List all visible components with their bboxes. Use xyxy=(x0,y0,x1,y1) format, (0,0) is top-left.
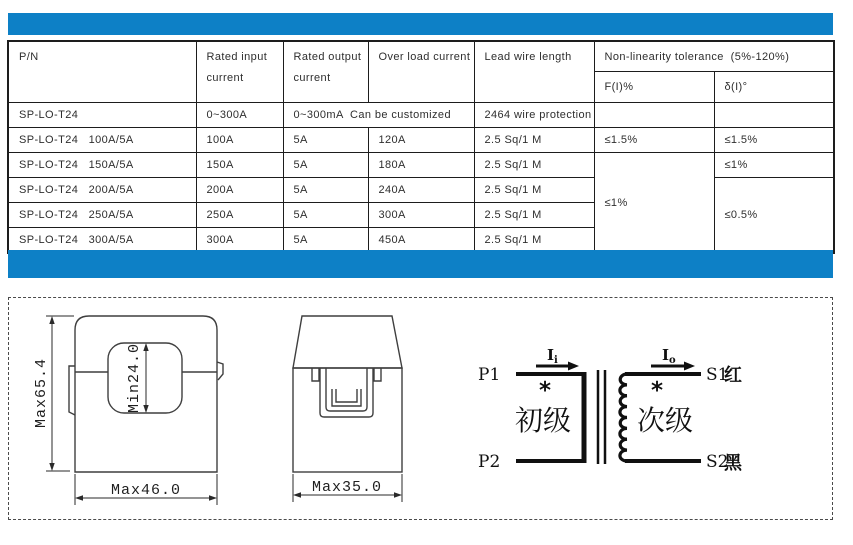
height-dim-lines xyxy=(46,316,74,471)
s2-wire-color-label: 黑 xyxy=(724,453,742,474)
technical-drawings xyxy=(8,297,832,519)
cell-pn: SP-LO-T24 250A/5A xyxy=(8,203,196,228)
cell-input: 150A xyxy=(196,153,283,178)
input-current-label: $I_i$ xyxy=(547,346,558,366)
cell-overload: 240A xyxy=(368,178,474,203)
s1-wire-color-label: 红 xyxy=(724,365,742,386)
cell-output: 5A xyxy=(283,228,368,254)
cell-output: 5A xyxy=(283,178,368,203)
cell-overload: 300A xyxy=(368,203,474,228)
cell-lead: 2464 wire protection xyxy=(474,103,594,128)
cell-lead: 2.5 Sq/1 M xyxy=(474,128,594,153)
col-header-overload: Over load current xyxy=(368,41,474,103)
cell-delta: ≤1% xyxy=(714,153,834,178)
cell-output: 5A xyxy=(283,128,368,153)
cell-output-overload: 0~300mA Can be customized xyxy=(283,103,474,128)
primary-winding-label: 初级 xyxy=(514,404,572,437)
terminal-s2-label: S2 xyxy=(706,452,729,472)
col-header-delta: δ(I)° xyxy=(714,72,834,103)
width-dim-label: Max46.0 xyxy=(110,482,182,499)
cell-pn: SP-LO-T24 xyxy=(8,103,196,128)
side-clip-inner xyxy=(336,389,357,402)
cell-lead: 2.5 Sq/1 M xyxy=(474,178,594,203)
transformer-core-lines xyxy=(598,370,605,464)
output-current-label: $I_o$ xyxy=(662,346,676,366)
arrow-left-icon xyxy=(75,495,83,500)
side-notch-right xyxy=(374,368,381,381)
height-dim-label: Max65.4 xyxy=(33,357,50,429)
cell-input: 200A xyxy=(196,178,283,203)
spec-table xyxy=(7,40,835,254)
table-row xyxy=(8,103,834,128)
cell-delta xyxy=(714,103,834,128)
secondary-coil xyxy=(620,374,627,461)
cell-pn: SP-LO-T24 200A/5A xyxy=(8,178,196,203)
ct-window-outline xyxy=(108,343,182,413)
side-view-drawing xyxy=(293,316,402,502)
col-header-rated-input: Rated input current xyxy=(196,41,283,103)
section-bar-specifications xyxy=(8,13,833,35)
cell-output: 5A xyxy=(283,203,368,228)
section-bar-dimensions xyxy=(8,250,833,278)
cell-overload: 120A xyxy=(368,128,474,153)
terminal-p2-label: P2 xyxy=(478,452,501,472)
cell-overload: 450A xyxy=(368,228,474,254)
cell-output: 5A xyxy=(283,153,368,178)
cell-delta-merged: ≤0.5% xyxy=(714,178,834,254)
cell-lead: 2.5 Sq/1 M xyxy=(474,228,594,254)
arrow-up-icon xyxy=(143,343,148,351)
cell-input: 100A xyxy=(196,128,283,153)
terminal-s1-label: S1 xyxy=(706,365,729,385)
arrow-up-icon xyxy=(49,316,54,324)
cell-pn: SP-LO-T24 150A/5A xyxy=(8,153,196,178)
arrow-left-icon xyxy=(293,492,301,497)
cell-fi-merged: ≤1% xyxy=(594,153,714,254)
cell-fi xyxy=(594,103,714,128)
col-header-nonlinearity: Non-linearity tolerance (5%-120%) xyxy=(594,41,834,72)
front-view-drawing xyxy=(33,316,223,505)
cell-lead: 2.5 Sq/1 M xyxy=(474,203,594,228)
ct-latch-clip xyxy=(217,362,223,380)
col-header-fi: F(I)% xyxy=(594,72,714,103)
primary-polarity-mark: * xyxy=(539,378,552,404)
arrow-right-icon xyxy=(209,495,217,500)
side-notch-left xyxy=(312,368,319,381)
side-slot-outer xyxy=(320,368,373,417)
wiring-schematic xyxy=(478,346,743,474)
cell-fi: ≤1.5% xyxy=(594,128,714,153)
drawings-panel xyxy=(8,297,833,520)
window-dim-label: Min24.0 xyxy=(126,342,143,414)
cell-lead: 2.5 Sq/1 M xyxy=(474,153,594,178)
cell-input: 250A xyxy=(196,203,283,228)
cell-pn: SP-LO-T24 100A/5A xyxy=(8,128,196,153)
output-current-arrowhead-icon xyxy=(684,362,695,371)
table-row xyxy=(8,153,834,178)
arrow-down-icon xyxy=(143,405,148,413)
col-header-lead-wire: Lead wire length xyxy=(474,41,594,103)
cell-input: 300A xyxy=(196,228,283,254)
side-width-dim-label: Max35.0 xyxy=(311,479,383,496)
col-header-pn: P/N xyxy=(8,41,196,103)
cell-input: 0~300A xyxy=(196,103,283,128)
col-header-rated-output: Rated output current xyxy=(283,41,368,103)
terminal-p1-label: P1 xyxy=(478,365,501,385)
secondary-polarity-mark: * xyxy=(651,378,664,404)
cell-overload: 180A xyxy=(368,153,474,178)
cell-pn: SP-LO-T24 300A/5A xyxy=(8,228,196,254)
arrow-down-icon xyxy=(49,463,54,471)
cell-delta: ≤1.5% xyxy=(714,128,834,153)
table-row xyxy=(8,128,834,153)
side-body-outline xyxy=(293,368,402,472)
input-current-arrowhead-icon xyxy=(568,362,579,371)
side-top-outline xyxy=(293,316,402,368)
arrow-right-icon xyxy=(394,492,402,497)
ct-hinge-tab xyxy=(69,366,75,415)
secondary-winding-label: 次级 xyxy=(636,404,694,437)
